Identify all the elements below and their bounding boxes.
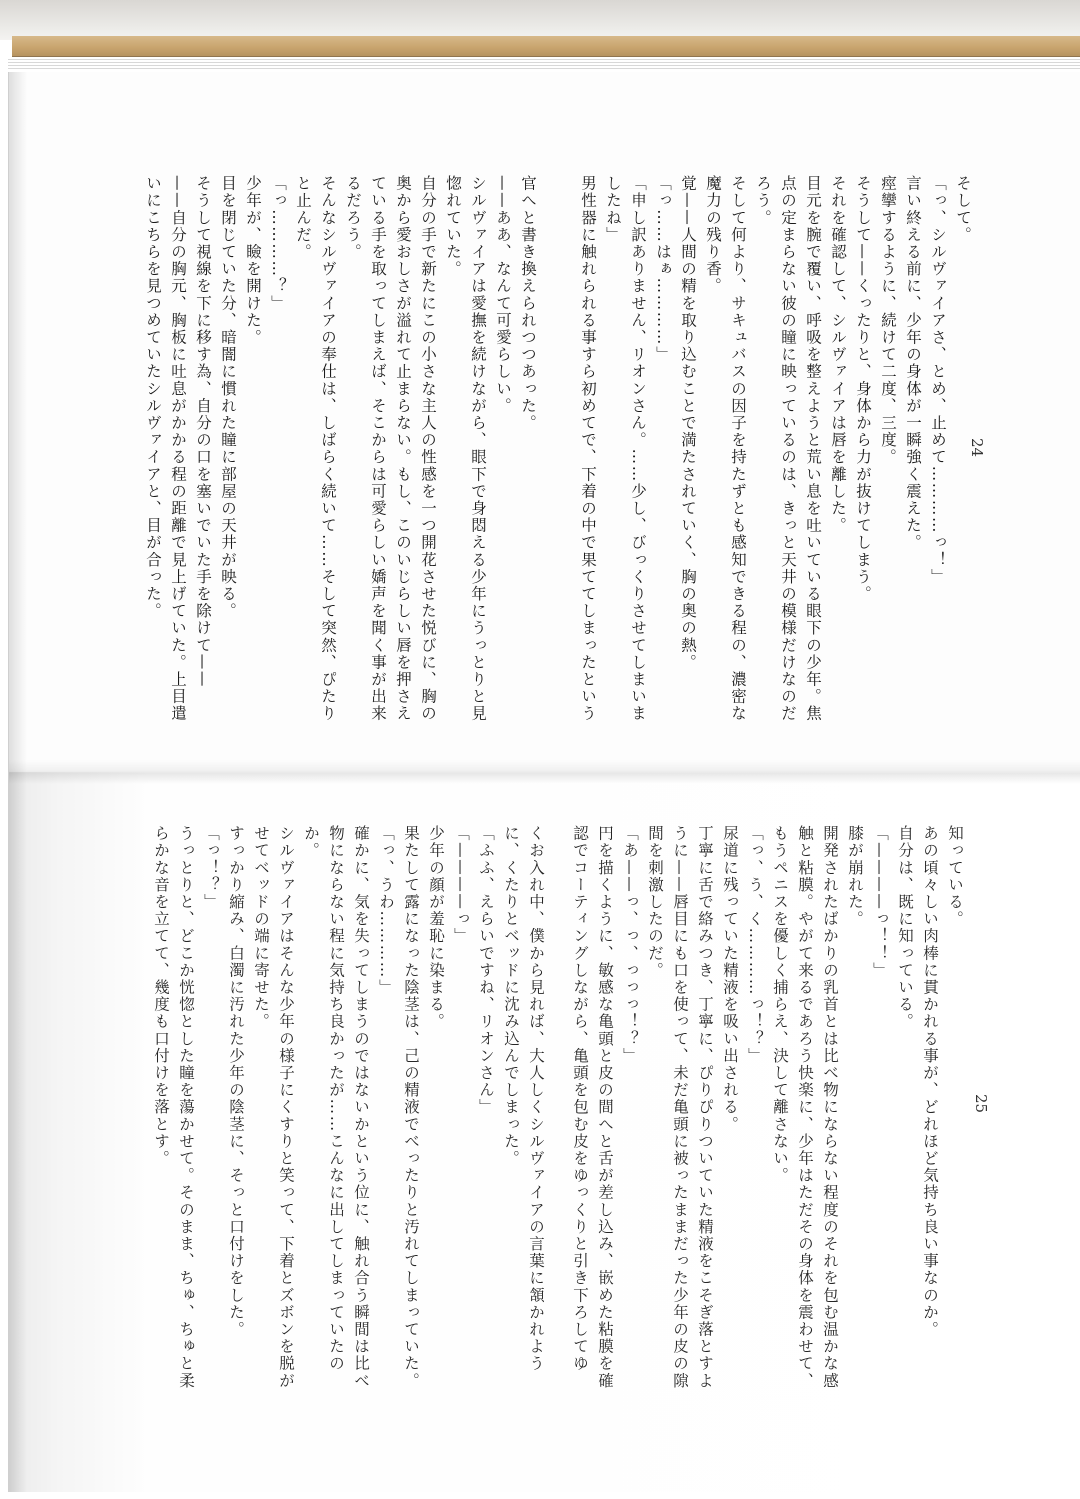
scanner-background [0,0,1080,40]
page-25-left-text-column: くお入れ中、僕から見れば、大人しくシルヴァイアの言葉に頷かれように、くたりとベッドに沈み込んでしまった。 「ふふ、えらいですね、リオンさん」 「————っ」 少年の顔が羞恥に染まる。 果たして露になった陰茎は、己の精液でべったりと汚れてしまっていた。 「っ、うわ…………」 確かに、気を失ってしまうのではないかという位に、触れ合う瞬間は比べ物にならない程に気持ち良かったが……こんなに出してしまっていたのか。 シルヴァイアはそんな少年の様子にくすりと笑って、下着とズボンを脱がせてベッドの端に寄せた。 すっかり縮み、白濁に汚れた少年の陰茎に、そっと口付けをした。 「っ！？」 うっとりと、どこか恍惚とした瞳を蕩かせて。そのまま、ちゅ、ちゅと柔らかな音を立てて、幾度も口付けを落とす。 [152,825,545,1390]
page-number-24: 24 [968,438,986,458]
page-number-25: 25 [972,1094,990,1114]
page-25-right-text-column: 知っている。 あの頃々しい肉棒に貫かれる事が、どれほど気持ち良い事なのか。 自分は、既に知っている。 「————っ！！」 膝が崩れた。 開発されたばかりの乳首とは比べ物にならない程度のそれを包む温かな感触と粘膜。やがて来るであろう快楽に、少年はただその身体を震わせて、もうペニスを優しく捕らえ、決して離さない。 「っ、う、く…………っ！？」 尿道に残っていた精液を吸い出される。 丁寧に舌で絡みつき、丁寧に、ぴりぴりついていた精液をこそぎ落とすように——唇目にも口を使って、未だ亀頭に被ったままだった少年の皮の隙間を刺激したのだ。 「あ——っ、っ、っっっ！？」 円を描くように、敏感な亀頭と皮の間へと舌が差し込み、嵌めた粘膜を確認でコーティングしながら、亀頭を包む皮をゆっくりと引き下ろしてゆ [571,825,964,1390]
gutter-shadow [9,72,27,1492]
page-fold-shadow [9,760,1080,784]
book-cover-edge [12,36,1080,57]
page-stack-edge [8,57,1080,71]
page-24-left-text-column: 官へと書き換えられつつあった。 ——ああ、なんて可愛らしい。 シルヴァイアは愛撫を続けながら、眼下で身悶える少年にうっとりと見惚れていた。 自分の手で新たにこの小さな主人の性感を一つ開花させた悦びに、胸の奥から愛おしさが溢れて止まらない。もし、このいじらしい唇を押さえている手を取ってしまえば、そこからは可愛らしい嬌声を聞く事が出来るだろう。 そんなシルヴァイアの奉仕は、しばらく続いて……そして突然、ぴたりと止んだ。 「っ…………？」 少年が、瞼を開けた。 目を閉じていた分、暗闇に慣れた瞳に部屋の天井が映る。 そうして視線を下に移す為、自分の口を塞いでいた手を除けて—— ——自分の胸元、胸板に吐息がかかる程の距離で見上げていた。上目遣いにこちらを見つめていたシルヴァイアと、目が合った。 [144,175,537,723]
page-24-right-text-column: そして。 「っ、シルヴァイアさ、とめ、止めて…………っ！」 言い終える前に、少年の身体が一瞬強く震えた。 痙攣するように、続けて二度、三度。 そうして——くったりと、身体から力が抜けてしまう。 それを確認して、シルヴァイアは唇を離した。 目元を腕で覆い、呼吸を整えようと荒い息を吐いている眼下の少年。焦点の定まらない彼の瞳に映っているのは、きっと天井の模様だけなのだろう。 そして何より、サキュバスの因子を持たずとも感知できる程の、濃密な魔力の残り香。 覚——人間の精を取り込むことで満たされていく、胸の奥の熱。 「っ……はぁ…………」 「申し訳ありません、リオンさん。……少し、びっくりさせてしまいましたね」 男性器に触れられる事すら初めてで、下着の中で果ててしまったという [579,175,972,723]
